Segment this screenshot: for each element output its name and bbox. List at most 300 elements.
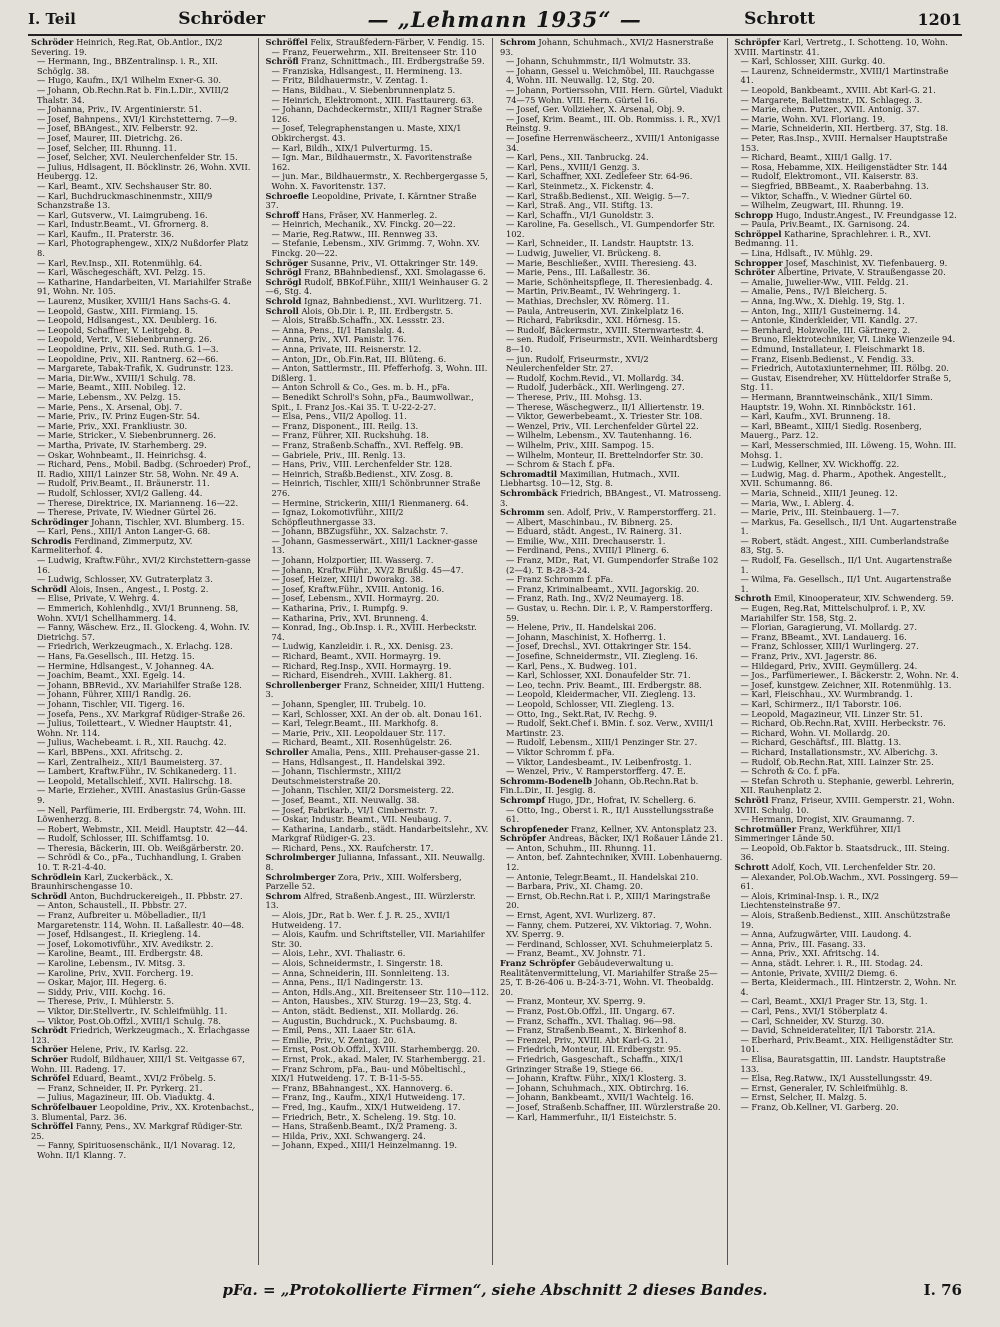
entry-text: Amalia, Pens., XIII. Prehauser-gasse 21. — [311, 746, 480, 757]
entry-surname: Schröfel — [31, 1073, 70, 1084]
entry-text: — Leopold, Bankbeamt., XVIII. Abt Karl-G. 21. — [740, 84, 936, 95]
entry-text: Susanne, Priv., VI. Ottakringer Str. 149. — [310, 257, 479, 268]
directory-entry — [31, 192, 255, 211]
entry-text: — Johann, Dachdeckermstr., XIII/1 Ragner Straße 126. — [271, 104, 483, 124]
entry-text: Franz, Schnittmach., III. Erdbergstraße 59. — [301, 56, 485, 67]
directory-entry — [735, 230, 960, 249]
entry-text: — Karoline, Priv., XVII. Forcherg. 19. — [37, 967, 194, 978]
entry-text: — Johanna, Priv., IV. Argentinierstr. 51. — [37, 104, 202, 115]
entry-text: — Leopold, Ob.Faktor b. Staatsdruck., III. Steing. 36. — [740, 842, 950, 863]
entry-text: — Richard, Ob.Rechn.Rat, XVIII. Herbeckstr. 76. — [740, 718, 946, 729]
entry-text: — Johann, Kraftw.Führ., XV/2 Brußlg. 45—47. — [271, 564, 464, 575]
entry-text: — Anton, städt. Bedienst., XII. Mollardg. 26. — [271, 1005, 459, 1016]
entry-text: — Johann, Gessel u. Weichmöbel, III. Rauchgasse 4, Wohn. III. Neuwallg. 12, Stg. 20. — [506, 65, 715, 86]
entry-surname: Schrotmüller — [734, 823, 797, 834]
entry-text: — Ludwig, Kanzleidir. i. R., XX. Denisg. 23. — [271, 641, 454, 652]
entry-text: — Franz, Schneider, II. Pr. Pyrkerg. 21. — [37, 1082, 203, 1093]
entry-text: — Oskar, Major, III. Hegerg. 6. — [37, 977, 167, 988]
entry-text: — Alois, Straßenb.Bedienst., XIII. Anschützstraße 19. — [740, 910, 951, 930]
entry-text: — Karl, Pens., XII. Tanbruckg. 24. — [506, 152, 649, 163]
entry-text: — Viktor Schromm f. pFa. — [506, 746, 615, 757]
entry-text: — Bruno, Elektrotechniker, VI. Linke Wienzeile 94. — [740, 334, 956, 345]
directory-entry — [31, 719, 255, 738]
directory-entry — [31, 806, 255, 825]
directory-entry — [500, 892, 724, 911]
directory-entry — [500, 38, 724, 57]
entry-text: — Karl, Schlosser, XIII. Gurkg. 40. — [740, 56, 886, 67]
entry-text: — Anton, Schuhm., III. Rhunng. 11. — [506, 842, 656, 853]
entry-text: — Maria, Ww., I. Ablerg. 4. — [740, 497, 855, 508]
entry-surname: Schrötl — [734, 794, 769, 805]
directory-entry — [266, 192, 490, 211]
directory-entry — [735, 67, 960, 86]
directory-entry — [31, 623, 255, 642]
entry-text: — Heinrich, Elektromont., XIII. Fasttaurerg. 63. — [271, 94, 474, 105]
entry-text: — Johann, Tischlermstr., XIII/2 Deutschmeisterstraße 20. — [271, 766, 402, 786]
entry-surname: Schrold — [265, 296, 302, 307]
entry-text: — Alois, Schneidermstr., I. Singerstr. 18. — [271, 958, 443, 968]
entry-surname: Schrögl — [265, 276, 302, 287]
directory-entry — [500, 86, 724, 105]
entry-text: — Schroth & Co. f. pFa. — [740, 766, 841, 777]
entry-text: — Karl, Schneider., II. Landstr. Hauptstr. 13. — [506, 238, 694, 249]
directory-entry — [31, 786, 255, 805]
entry-text: — Laurenz, Schneidermstr., XVIII/1 Martinstraße 41. — [740, 65, 949, 86]
entry-text: Felix, Straußfedern-Färber, V. Fendig. 15. — [310, 38, 485, 47]
directory-entry — [735, 575, 960, 594]
entry-text: — Elisa, Bauratsgattin, III. Landstr. Hauptstraße 133. — [740, 1053, 946, 1074]
entry-text: — Karl, Messerschmied, III. Löweng. 15, Wohn. III. Mohsg. 1. — [740, 439, 957, 460]
entry-text: Alfred, Straßenb.Angest., III. Würzlerstr. 13. — [265, 890, 476, 911]
entry-text: — Wilhelm, Priv., XIII. Sampog. 15. — [506, 439, 655, 450]
entry-text: — Ign. Mar., Bildhauermstr., X. Favoritenstraße 162. — [271, 152, 472, 172]
entry-text: — Hermine, Strickerin, XIII/1 Rienmanerg. 64. — [271, 497, 469, 508]
entry-text: — Hans, Priv., VIII. Lerchenfelder Str. 128. — [271, 459, 453, 470]
entry-text: — Karl, Bildh., XIX/1 Pulverturmg. 15. — [271, 142, 433, 153]
directory-entry — [500, 335, 724, 354]
entry-text: — Alois, Kaufm. und Schriftsteller, VII. Mariahilfer Str. 30. — [271, 929, 485, 949]
entry-text: — Franz, Führer, XII. Ruckshuhg. 18. — [271, 430, 429, 441]
entry-text: — Martin, Priv.Beamt., IV. Wehringerg. 1. — [506, 286, 681, 297]
entry-text: — Jos., Parfümeriewer., I. Bäckerstr. 2, Wohn. Nr. 4. — [740, 670, 959, 681]
entry-text: Johann, Ob.Rechn.Rat b. Fin.L.Dir., II. Jesgig. 8. — [500, 775, 699, 796]
entry-text: — Josef, Lokomotivführ., XIV. Avedikstr. 2. — [37, 938, 214, 949]
first-entry-name: Schröder — [178, 9, 266, 29]
entry-text: — Elsa, Reg.Ratww., IX/1 Ausstellungsstr. 49. — [740, 1073, 933, 1084]
entry-text: — Joachim, Beamt., XXI. Egelg. 14. — [37, 670, 186, 681]
entry-text: — Rudolf, Kochm.Revid., VI. Mollardg. 34. — [506, 372, 685, 383]
entry-text: — Ignaz, Lokomotivführ., XIII/2 Schöpfleuthnergasse 33. — [271, 507, 404, 527]
entry-text: sen. Adolf, Priv., V. Ramperstorfferg. 21. — [547, 507, 717, 518]
entry-text: — Josef, Hdlsangest., II. Kriegleng. 14. — [37, 929, 201, 940]
column-3 — [497, 38, 728, 1265]
entry-text: — Josef, Heizer, XIII/1 Dworakg. 38. — [271, 574, 424, 585]
entry-text: — Wenzel, Priv., VII. Lerchenfelder Gürtel 22. — [506, 420, 699, 431]
directory-entry — [31, 57, 255, 76]
entry-surname: Schröppel — [734, 228, 782, 239]
entry-text: Leopoldine, Private, I. Kärntner Straße 37. — [265, 190, 477, 211]
entry-text: — Lambert, Kraftw.Führ., IV. Schikanederg. 11. — [37, 766, 237, 777]
entry-text: — Rudolf, Bäckermstr., XVIII. Sternwartestr. 4. — [506, 324, 704, 335]
entry-surname: Schrödl — [31, 890, 67, 901]
entry-text: — Markus, Fa. Gesellsch., II/1 Unt. Augartenstraße 1. — [740, 516, 957, 537]
entry-columns — [28, 38, 962, 1265]
entry-text: — Ludwig, Kellner, XV. Wickhoffg. 22. — [740, 459, 900, 470]
entry-text: — Hilda, Priv., XXI. Schwangerg. 24. — [271, 1130, 426, 1141]
entry-text: — Oskar, Wohnbeamt., II. Heinrichsg. 4. — [37, 449, 207, 460]
entry-text: Franz, Kellner, XV. Antonsplatz 23. — [571, 823, 717, 834]
entry-text: — Leopold, Hdlsangest., XX. Deublerg. 16. — [37, 315, 217, 326]
entry-text: — Anna, Pens., II/1 Nadingerstr. 13. — [271, 977, 424, 988]
entry-text: Heinrich, Reg.Rat, Ob.Antlor., IX/2 Severing. 19. — [31, 38, 223, 57]
entry-text: — Katharina, Priv., XVI. Brunneng. 4. — [271, 612, 429, 623]
entry-surname: Schröfelbauer — [31, 1101, 97, 1112]
entry-text: Franz, Friseur, XVIII. Gemperstr. 21, Wohn. XVIII. Schulg. 10. — [734, 794, 955, 815]
entry-text: Ignaz, Bahnbedienst., XVI. Wurlitzerg. 71. — [304, 296, 482, 307]
entry-text: — Antonie, Kinderkleider, VII. Kandlg. 27. — [740, 315, 918, 326]
entry-text: Rudolf, Bildhauer, XIII/1 St. Veitgasse 67, Wohn. III. Radeng. 17. — [31, 1053, 245, 1074]
entry-text: — Franz, Straßenb.Schaffn., XVI. Reffelg. 9B. — [271, 439, 464, 450]
entry-surname: Schropper — [734, 257, 783, 268]
directory-entry — [266, 1141, 490, 1151]
entry-surname: Schroth — [734, 593, 772, 604]
entry-text: — Oskar, Industr. Beamt., VII. Neubaug. 7. — [271, 814, 452, 825]
directory-entry — [735, 1055, 960, 1074]
entry-text: — Konrad, Ing., Ob.Insp. i. R., XVIII. Herbeckstr. 74. — [271, 622, 477, 642]
page-number: 1201 — [917, 9, 962, 29]
directory-entry — [266, 278, 490, 297]
entry-text: Adolf, Koch, VII. Lerchenfelder Str. 20. — [771, 862, 936, 873]
entry-text: — Josef, Beamt., XII. Neuwallg. 38. — [271, 794, 420, 805]
entry-text: — Karl, Gutsverw., VI. Laimgrubeng. 16. — [37, 209, 208, 220]
entry-surname: Schröger — [265, 257, 308, 268]
entry-text: — Marie, Priv., III. Steinbauerg. 1—7. — [740, 507, 900, 518]
entry-surname: Schrott — [734, 862, 770, 873]
entry-text: — Karl, Industr.Beamt., VI. Gfrornerg. 8. — [37, 219, 209, 230]
entry-text: — Karl, BBeamt., XIII/1 Siedlg. Rosenberg, Mauerg., Parz. 12. — [740, 420, 922, 441]
entry-text: Friedrich, Werkzeugmach., X. Erlachgasse 123. — [31, 1025, 250, 1045]
entry-text: — Rudolf, Elektromont., VII. Kaiserstr. 83. — [740, 171, 919, 182]
directory-entry — [500, 470, 724, 489]
entry-text: — Maria, Dir.Ww., XVIII/1 Schulg. 78. — [37, 372, 196, 383]
entry-text: — Otto, Ing., Sekt.Rat, IV. Rechg. 9. — [506, 708, 657, 719]
entry-surname: Schröder — [31, 38, 74, 47]
entry-text: — Franz, Disponent., III. Reilg. 13. — [271, 420, 419, 431]
entry-text: — Franz, Ing., Kaufm., XIX/1 Hutweideng. 17. — [271, 1092, 466, 1103]
entry-text: — Viktor, Landesbeamt., IV. Leibenfrostg. 1. — [506, 756, 692, 767]
directory-entry — [266, 1065, 490, 1084]
entry-surname: Schroefle — [265, 190, 310, 201]
entry-text: Friedrich, BBAngest., VI. Matrosseng. 3. — [500, 487, 722, 508]
directory-entry — [31, 278, 255, 297]
directory-entry — [735, 825, 960, 844]
entry-text: — Wilma, Fa. Gesellsch., II/1 Unt. Augartenstraße 1. — [740, 574, 952, 594]
directory-entry — [266, 537, 490, 556]
entry-surname: Schrom — [500, 38, 536, 47]
entry-text: — Johann, Holzportier, III. Wasserg. 7. — [271, 555, 434, 566]
directory-entry — [266, 873, 490, 892]
entry-text: — Franz, Ob.Kellner, VI. Garberg. 20. — [740, 1101, 899, 1112]
entry-text: — Siddy, Priv., VIII. Kochg. 16. — [37, 986, 166, 997]
entry-text: — Franz, Beamt., XV. Johnstr. 71. — [506, 948, 646, 959]
entry-text: — Fanny, Spirituosenschänk., II/1 Novarag. 12, Wohn. II/1 Klanng. 7. — [37, 1140, 236, 1160]
entry-text: — Edmund, Installateur, I. Fleischmarkt 18. — [740, 344, 926, 354]
entry-text: — Johann, Schuhmmstr., II/1 Wolmutstr. 33. — [506, 56, 691, 67]
entry-text: — Rudolf, Schlosser, III. Schiffamtsg. 10. — [37, 833, 210, 844]
column-4 — [732, 38, 963, 1265]
entry-text: — Amalie, Pens., IV/1 Bleicherg. 5. — [740, 286, 888, 297]
entry-text: — Fanny, chem. Putzerei, XV. Viktoriag. 7, Wohn. XV. Sperrg. 9. — [506, 919, 712, 940]
entry-text: — Franz, Straßenb.Beamt., X. Birkenhof 8. — [506, 1025, 687, 1036]
directory-entry — [31, 1141, 255, 1160]
directory-entry — [735, 422, 960, 441]
entry-text: — Josef, Selcher, III. Rhunng. 11. — [37, 142, 177, 153]
entry-text: — Eberhard, Priv.Beamt., XIX. Heiligenstädter Str. 101. — [740, 1034, 954, 1055]
entry-text: — Richard, Eisendreh., XVIII. Lakherg. 81. — [271, 670, 452, 681]
entry-text: — Johann, Portierssohn, VIII. Hern. Gürtel, Viadukt 74—75 Wohn. VIII. Hern. Gürtel 16. — [506, 84, 723, 105]
entry-text: Anton, Buchdruckereigeh., II. Pbbstr. 27. — [69, 890, 243, 901]
entry-text: Gebäudeverwaltung u. Realitätenvermittelung, VI. Mariahilfer Straße 25—25, T. B-26-406 u. B-24-3-71, Wohn. VI. Theobaldg. 20. — [500, 958, 718, 997]
entry-text: — Anna, Priv., XXI. Afritschg. 14. — [740, 948, 880, 959]
entry-text: — Leopold, Vertr., V. Siebenbrunnerg. 26. — [37, 334, 212, 345]
entry-text: — Josef, Ger. Vollzieher, X. Arsenal, Obj. 9. — [506, 104, 685, 115]
entry-text: — Hans, Bildhau., V. Siebenbrunnenplatz 5. — [271, 84, 456, 95]
entry-surname: Schrödlein — [31, 871, 82, 882]
directory-entry — [31, 537, 255, 556]
entry-surname: Schrolmberger — [265, 852, 336, 863]
entry-text: — Alois, JDr., Rat b. Wer. f. J. R. 25., XVII/1 Hutweideng. 17. — [271, 910, 451, 930]
directory-entry — [266, 681, 490, 700]
entry-surname: Schrombäck — [500, 487, 558, 498]
entry-text: — Franz, Post.Ob.Offzl., III. Ungarg. 67. — [506, 1005, 675, 1016]
entry-text: — Johann, Ob.Rechn.Rat b. Fin.L.Dir., XVIII/2 Thalstr. 34. — [37, 84, 229, 105]
entry-text: — Therese, Private, IV. Wiedner Gürtel 26. — [37, 507, 217, 518]
entry-text: — Augustin, Buchdruck., X. Puchsbaumg. 8. — [271, 1015, 458, 1026]
entry-text: — Carl, Beamt., XXI/1 Prager Str. 13, Stg. 1. — [740, 996, 928, 1007]
entry-text: — Karl, Pens., XVIII/1 Genzg. 3. — [506, 161, 640, 172]
entry-text: — Karl, Schaffn., VI/1 Gunoldstr. 3. — [506, 209, 654, 220]
last-entry-name: Schrott — [744, 9, 816, 29]
entry-surname: Schrödl — [31, 583, 67, 594]
entry-surname: Schrögl — [265, 267, 302, 278]
entry-surname: Schröer — [31, 1044, 68, 1055]
entry-text: — Anton, Schaustell., II. Pbbstr. 27. — [37, 900, 188, 911]
entry-text: Helene, Priv., IV. Karlsg. 22. — [70, 1044, 189, 1055]
directory-entry — [266, 892, 490, 911]
entry-text: — Marie, Reg.Ratww., III. Rennweg 33. — [271, 228, 438, 239]
entry-text: — Rudolf, Priv.Beamt., II. Bräunerstr. 11. — [37, 478, 210, 489]
entry-text: — Alois, Kriminal-Insp. i. R., IX/2 Liechtensteinstraße 97. — [740, 890, 880, 911]
directory-entry — [735, 556, 960, 575]
entry-text: — Leopold, Gastw., XIII. Firmiang. 15. — [37, 305, 199, 316]
entry-text: — Richard, Beamt., XII. Rosenhügelstr. 26. — [271, 737, 453, 748]
entry-text: — Richard, Fabriksdir., XXI. Hörnesg. 15. — [506, 315, 681, 326]
page-footer — [28, 1275, 962, 1305]
entry-text: — Leopold, Schaffner, V. Leitgebg. 8. — [37, 324, 193, 335]
directory-entry — [266, 911, 490, 930]
entry-text: — Katharina, Priv., I. Rumpfg. 9. — [271, 603, 409, 614]
entry-surname: Schröpfer — [734, 38, 781, 47]
entry-text: — Franz Schrom, pFa., Bau- und Möbeltischl., XIX/1 Hutweideng. 17. T. B-11-5-55. — [271, 1063, 466, 1084]
header-rule — [28, 34, 962, 36]
entry-text: — Karl, Buchdruckmaschinenmstr., XIII/9 Schanzstraße 13. — [37, 190, 213, 211]
entry-text: — Alois, Straßb.Schaffn., XX. Lessstr. 23. — [271, 315, 445, 326]
entry-text: — Laurenz, Musiker, XVIII/1 Hans Sachs-G. 4. — [37, 296, 231, 307]
entry-text: — Helene, Priv., II. Handelskai 206. — [506, 622, 657, 633]
entry-text: — Julius, Magazineur, III. Ob. Viaduktg. 4. — [37, 1092, 215, 1103]
entry-text: — Johann, Maschinist, X. Hofherrg. 1. — [506, 631, 666, 642]
entry-surname: Schromadtil — [500, 468, 558, 479]
entry-text: — Karoline, Beamt., III. Erdbergstr. 48. — [37, 948, 203, 959]
entry-text: — Emilie, Ww., XIII. Drechauserstr. 1. — [506, 535, 666, 546]
entry-text: — Richard, Installationsmstr., XV. Alberichg. 3. — [740, 746, 938, 757]
entry-text: — Friedrich, Autotaxiunternehmer, III. Rölbg. 20. — [740, 363, 949, 374]
directory-entry — [500, 220, 724, 239]
entry-surname: Schrolmberger — [265, 871, 336, 882]
entry-text: Karl, Vertretg., I. Schotteng. 10, Wohn. XVIII. Martinstr. 41. — [734, 38, 948, 57]
entry-text: — Rudolf, Sekt.Chef i. BMin. f. soz. Verw., XVIII/1 Martinstr. 23. — [506, 718, 715, 738]
entry-text: — Karl, Straßb.Bedienst., XII. Weigig. 5—7. — [506, 190, 690, 201]
entry-text: — Ludwig, Mag. d. Pharm., Apothek. Angestellt., XVII. Schumanng. 86. — [740, 468, 947, 489]
entry-text: — Karl, BBPens., XXI. Afritschg. 2. — [37, 746, 183, 757]
entry-text: — Anton, Hausbes., XIV. Sturzg. 19—23, Stg. 4. — [271, 996, 472, 1007]
entry-text: — Amalie, Juwelier-Ww., VIII. Feldg. 21. — [740, 276, 909, 287]
entry-text: — Karl, Hammerfuhr., II/1 Eisteichstr. 5. — [506, 1111, 677, 1122]
entry-text: Johann, Tischler, XVI. Blumberg. 15. — [91, 516, 245, 527]
entry-text: — Martha, Private, IV. Starhemberg. 29. — [37, 439, 207, 450]
entry-text: — Hermann, Ing., BBZentralinsp. i. R., XII. Schöglg. 38. — [37, 56, 218, 76]
entry-text: — Hildegard, Priv., XVIII. Geymüllerg. 24. — [740, 660, 918, 671]
entry-text: — Josef, Maurer, III. Dietrichg. 26. — [37, 132, 183, 143]
directory-entry — [735, 873, 960, 892]
entry-text: — Ernst, Agent, XVI. Wurlizerg. 87. — [506, 910, 656, 921]
directory-entry — [735, 134, 960, 153]
directory-entry — [735, 441, 960, 460]
entry-text: Hans, Fräser, XV. Hanmerleg. 2. — [301, 209, 438, 220]
entry-text: — Leopold, Magazineur, VII. Linzer Str. 51. — [740, 708, 923, 719]
entry-text: — David, Schneiderateliter, II/1 Taborstr. 21A. — [740, 1025, 936, 1036]
entry-surname: Schröpfer — [500, 833, 547, 844]
entry-text: — Marie, chem. Putzer., XVII. Antonig. 37. — [740, 104, 920, 115]
entry-text: — Karl, Photographengew., XIX/2 Nußdorfer Platz 8. — [37, 238, 249, 259]
entry-text: — Franz, Rath. Ing., XV/2 Neumayerg. 18. — [506, 593, 685, 604]
entry-text: Julianna, Infassant., XII. Neuwallg. 8. — [265, 852, 486, 873]
directory-entry — [266, 364, 490, 383]
directory-entry — [500, 115, 724, 134]
entry-text: — Anna, Priv., XVI. Panistr. 176. — [271, 334, 407, 345]
entry-text: — Elise, Private, V. Wehrg. 4. — [37, 593, 160, 604]
entry-surname: Schröffel — [265, 38, 308, 47]
entry-text: — Josef, Straßenb.Schaffner, III. Würzlerstraße 20. — [506, 1101, 721, 1112]
entry-text: — Anton, Sattlermstr., III. Pfefferhofg. 3, Wohn. III. Dißlerg. 1. — [271, 363, 488, 383]
entry-text: — Marie, Priv., XXI. Frankliustr. 30. — [37, 420, 188, 431]
entry-text: — Viktor, Post.Ob.Offzl., XVIII/1 Schulg. 78. — [37, 1015, 221, 1026]
entry-text: — Mathias, Drechsler, XV. Römerg. 11. — [506, 296, 670, 307]
entry-text: — Katharina, Landarb., städt. Handarbeitslehr., XV. Markgraf Rüdiger-G. 23. — [271, 823, 489, 844]
entry-text: — Marie, Lebensm., XV. Pelzg. 15. — [37, 391, 181, 402]
directory-entry — [735, 1036, 960, 1055]
directory-entry — [735, 604, 960, 623]
part-label: I. Teil — [28, 10, 76, 28]
directory-entry — [735, 470, 960, 489]
entry-text: — Rudolf, Ob.Rechn.Rat, XIII. Lainzer Str. 25. — [740, 756, 934, 767]
entry-text: — Wilhelm, Lebensm., XV. Tautenhanng. 16. — [506, 430, 692, 441]
entry-text: — Leo, techn. Priv. Beamt., III. Erdbergstr. 88. — [506, 679, 702, 690]
entry-text: — Josefine Herrenwäscheerz., XVIII/1 Antonigasse 34. — [506, 132, 720, 153]
entry-text: — Karl, Fleischhau., XV. Wurmbrandg. 1. — [740, 689, 913, 700]
entry-text: Rudolf, BBKof.Führ., XIII/1 Weinhauser G. 2—6, Stg. 4. — [265, 276, 489, 297]
entry-text: — Ernst, Selcher, II. Malzg. 5. — [740, 1092, 867, 1103]
entry-text: — Josefa, Pens., XV. Markgraf Rüdiger-Straße 26. — [37, 708, 246, 719]
entry-text: — Karl, Rev.Insp., XII. Rotenmühlg. 64. — [37, 257, 203, 268]
entry-surname: Schröter — [734, 267, 775, 278]
entry-text: — Franz, MDr., Rat, VI. Gumpendorfer Straße 102 (2—4). T. B-28-3-24. — [506, 555, 719, 575]
entry-surname: Schroff — [265, 209, 300, 220]
entry-text: — Johann, Gasmesserwärt., XIII/1 Lackner-gasse 13. — [271, 535, 478, 556]
entry-text: — Ernst, Post.Ob.Offzl., XVIII. Starhembergg. 20. — [271, 1044, 480, 1055]
entry-surname: Schrompf — [500, 794, 546, 805]
entry-surname: Schröfl — [265, 56, 299, 67]
entry-text: — Karl, Kaufm., XVI. Brunneng. 18. — [740, 411, 891, 422]
entry-text: — Heinrich, Straßb.Bedienst., XIV. Zosg. 8. — [271, 468, 454, 479]
directory-entry — [500, 1113, 724, 1123]
entry-text: — Karl, Schaffner, XXI. Zedlefeer Str. 64-96. — [506, 171, 693, 182]
entry-text: — Nell, Parfümerie, III. Erdbergstr. 74, Wohn. III. Löwenherzg. 8. — [37, 804, 246, 825]
entry-text: — Peter, Ras.Insp., XVIII. Hernalser Hauptstraße 153. — [740, 132, 948, 153]
entry-text: — Robert, Webmstr., XII. Meidl. Hauptstr. 42—44. — [37, 823, 248, 834]
entry-text: — Julius, Hdlsagent, II. Böcklinstr. 26, Wohn. XVII. Heubergg. 12. — [37, 161, 251, 182]
entry-text: — Johann, Kraftw. Führ., XIX/1 Klosterg. 3. — [506, 1073, 687, 1084]
entry-text: — Leopold, Metallschleif., XVII. Halirschg. 18. — [37, 775, 233, 786]
entry-text: — Anna, städt. Lehrer. i. R., III. Stodag. 24. — [740, 958, 924, 968]
entry-text: — Anton, Hdls.Ang., XII. Breitenseer Str. 110—112. — [271, 986, 489, 997]
entry-surname: Schroll — [265, 305, 299, 316]
entry-text: — Fanny, Wäschew. Erz., II. Glockeng. 4, Wohn. IV. Dietrichg. 57. — [37, 622, 250, 642]
entry-text: — Therese, Priv., III. Mohsg. 13. — [506, 391, 642, 402]
entry-text: — Leopoldine, Priv., XII. Rantnerg. 62—66. — [37, 353, 219, 364]
entry-text: — Franz, Monteur, XV. Sperrg. 9. — [506, 996, 646, 1007]
entry-text: — Viktor, Gewerbebeamt., X. Triester Str. 108. — [506, 411, 703, 422]
entry-text: — Alois, Lehr., XVI. Thaliastr. 6. — [271, 948, 406, 959]
directory-title: — „Lehmann 1935“ — — [367, 6, 642, 32]
entry-text: Maximilian, Hutmach., XVII. Liebhartsg. 10—12, Stg. 8. — [500, 468, 680, 489]
entry-text: Franz, Werkführer, XII/1 Simmeringer Lände 50. — [734, 823, 902, 844]
entry-text: — Hans, Straßenb.Beamt., IX/2 Prameng. 3. — [271, 1121, 458, 1132]
entry-text: — Elsa, Pens., VII/2 Apollog. 11. — [271, 411, 407, 422]
directory-entry — [500, 853, 724, 872]
column-2 — [263, 38, 494, 1265]
entry-text: — Marie, Schönheitspflege, II. Theresienbadg. 4. — [506, 276, 713, 287]
entry-text: — Robert, städt. Angest., XIII. Cumberlandstraße 83, Stg. 5. — [740, 535, 949, 556]
entry-text: — Maria, Schneid., XIII/1 Jeuneg. 12. — [740, 487, 898, 498]
entry-text: — Ferdinand, Schlosser, XVI. Schuhmeierplatz 5. — [506, 938, 713, 949]
entry-text: — Hans, Fa.Gesellsch., III. Hetzg. 15. — [37, 651, 195, 661]
entry-surname: Schroller — [265, 746, 309, 757]
entry-text: — Barbara, Priv., XI. Chamg. 20. — [506, 881, 643, 892]
entry-surname: Schröffel — [31, 1121, 74, 1132]
entry-text: — Marie, Priv., XII. Leopoldauer Str. 117. — [271, 727, 446, 738]
entry-text: — Josef, Krim. Beamt., III. Ob. Rommiss. i. R., XV/1 Reinstg. 9. — [506, 113, 722, 134]
entry-text: — Berta, Kleidermach., III. Hintzerstr. 2, Wohn. Nr. 4. — [740, 977, 957, 997]
directory-entry — [500, 604, 724, 623]
directory-entry — [31, 1122, 255, 1141]
entry-text: — Benedikt Schroll's Sohn, pFa., Baumwollwar., Spit., I. Franz Jos.-Kai 35. T. U-22-2-27. — [271, 391, 474, 412]
entry-text: — Anna, Pens., II/1 Hanslalg. 4. — [271, 324, 405, 335]
directory-entry — [266, 239, 490, 258]
directory-entry — [500, 556, 724, 575]
entry-text: — Marie, Beamt., XIII. Nobileg. 12. — [37, 382, 186, 393]
directory-entry — [735, 1103, 960, 1113]
